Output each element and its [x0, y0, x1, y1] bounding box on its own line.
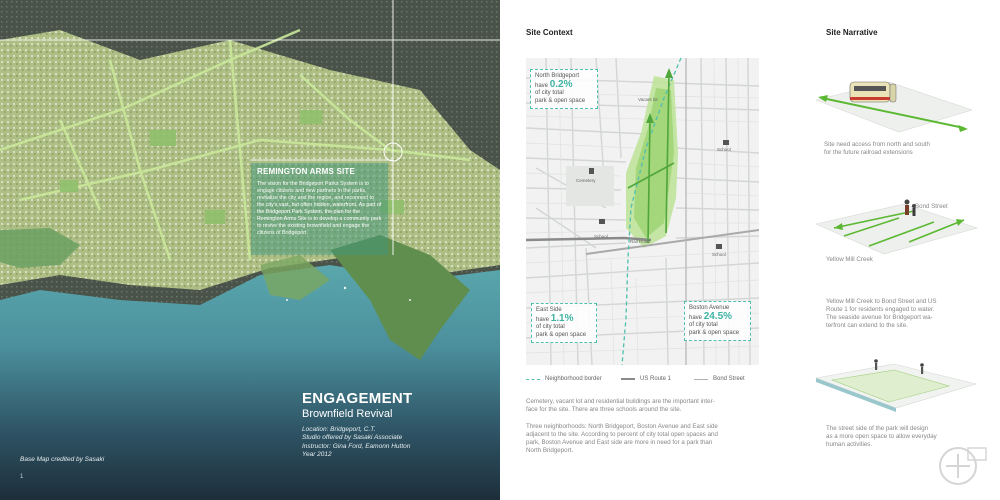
narrative-text-2: [826, 298, 937, 330]
stat-east-value: 1.1%: [550, 312, 574, 324]
narrative-2-line: Route 1 for residents engaged to water.: [826, 306, 935, 313]
stat-north-have: have: [535, 82, 549, 89]
project-info: [302, 426, 410, 459]
legend-bond: [694, 376, 745, 382]
project-instructor: Instructor: Gina Ford, Eamonn Hutton: [302, 442, 411, 450]
legend-neighborhood-label: Neighborhood border: [545, 376, 602, 382]
open-space-diagram: [814, 356, 979, 414]
legend-route-label: US Route 1: [640, 376, 672, 382]
label-school-left: School: [594, 234, 608, 239]
legend-neighborhood: [526, 376, 602, 382]
stat-boston-avenue: [684, 301, 751, 341]
site-box-title: REMINGTON ARMS SITE: [257, 167, 356, 176]
site-box-body: The vision for the Bridgeport Parks System is to engage citizens and new partners in the parks, revitalize the city and the region, and reconnect to the city's vast, but often hidden, waterfront. As part of the Bridgeport Park System, the plan for the Remington Arms Site is to develop a community park to revive the existing brownfield and engage the citizens of Bridgeport.: [257, 181, 382, 236]
site-context-title: Site Context: [526, 28, 573, 37]
legend-route: [621, 376, 671, 382]
narrative-1-line: for the future railroad extensions: [824, 149, 913, 156]
project-location: Location: Bridgeport, C.T.: [302, 426, 376, 433]
narrative-3-line: human activities.: [826, 441, 873, 448]
site-context-map: [526, 58, 759, 365]
project-studio: Studio offered by Sasaki Associate: [302, 434, 403, 442]
label-vacant-lot: Vacant lot: [638, 97, 658, 102]
stat-north-value: 0.2%: [549, 78, 573, 90]
site-narrative-title: Site Narrative: [826, 28, 878, 37]
stat-boston-l2: park & open space: [689, 329, 740, 336]
bond-street-creek-diagram: [814, 196, 979, 258]
stat-north-bridgeport: [530, 69, 598, 109]
narrative-3-line: as a more open space to allow everyday: [826, 433, 937, 440]
stat-east-name: East Side: [536, 307, 562, 313]
stat-east-have: have: [536, 316, 550, 323]
narrative-3-line: The street side of the park will design: [826, 425, 929, 432]
paragraph-2-line: adjacent to the site. According to percent of city total open spaces and: [526, 431, 718, 438]
legend-bond-label: Bond Street: [713, 376, 745, 382]
project-title: ENGAGEMENT: [302, 390, 413, 407]
legend-neighborhood-swatch: [526, 379, 540, 380]
label-cemetery: Cemetery: [576, 178, 596, 183]
stat-north-l2: park & open space: [535, 97, 586, 104]
stat-boston-value: 24.5%: [703, 310, 733, 322]
stat-east-side: [531, 303, 597, 343]
paragraph-2-line: park, Boston Avenue and East side are more in need for a park than: [526, 439, 713, 446]
page-number: 1: [20, 474, 24, 480]
paragraph-2-line: North Bridgeport.: [526, 447, 574, 454]
project-title-block: [302, 390, 413, 420]
narrative-bond-label: Bond Street: [915, 203, 948, 210]
project-subtitle: Brownfield Revival: [302, 408, 393, 420]
stat-east-l2: park & open space: [536, 331, 587, 338]
project-year: Year 2012: [302, 450, 332, 458]
stat-east-l1: of city total: [536, 324, 565, 330]
narrative-1-line: Site need access from north and south: [824, 141, 930, 148]
train-icon: [850, 82, 896, 102]
legend-bond-swatch: [694, 379, 708, 380]
paragraph-2-line: Three neighborhoods: North Bridgeport, Boston Avenue and East side: [526, 423, 718, 430]
map-legend: [526, 376, 766, 386]
label-school-right: School: [712, 252, 726, 257]
stat-boston-l1: of city total: [689, 322, 718, 328]
narrative-2-line: Yellow Mill Creek to Bond Street and US: [826, 298, 937, 305]
train-access-diagram: [814, 70, 974, 142]
paragraph-1-line: Cemetery, vacant lot and residential buildings are the important inter-: [526, 398, 715, 405]
map-credit: Base Map credited by Sasaki: [20, 456, 105, 463]
narrative-text-1: [824, 141, 930, 157]
site-description-box: [251, 163, 388, 255]
paragraph-1-line: face for the site. There are three schools around the site.: [526, 406, 682, 413]
label-rail-road: Rail Road: [630, 239, 650, 244]
stat-north-l1: of city total: [535, 90, 564, 96]
context-paragraph-2: [526, 423, 718, 455]
narrative-2-line: The seaside avenue for Bridgeport wa-: [826, 314, 933, 321]
stat-boston-have: have: [689, 314, 703, 321]
legend-route-swatch: [621, 378, 635, 380]
stat-boston-name: Boston Avenue: [689, 305, 730, 311]
narrative-text-3: [826, 425, 937, 449]
stat-north-name: North Bridgeport: [535, 73, 580, 79]
narrative-creek-label: Yellow Mill Creek: [826, 256, 873, 263]
analysis-page: [500, 0, 1000, 500]
label-school-top: School: [717, 147, 731, 152]
narrative-2-line: terfront can extend to the site.: [826, 322, 908, 329]
watermark-logo-icon: [934, 442, 988, 488]
context-paragraph-1: [526, 398, 715, 414]
